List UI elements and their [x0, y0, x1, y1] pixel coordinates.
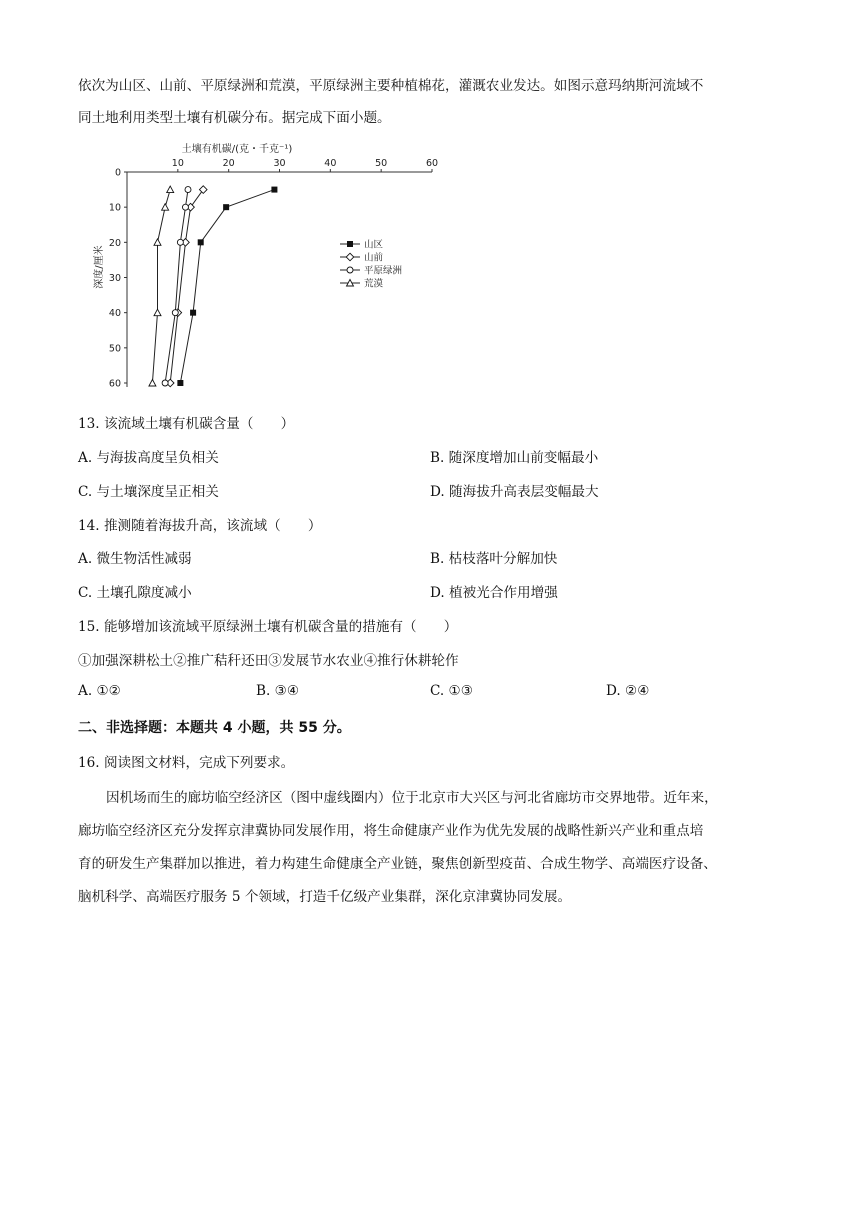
q15-option-a: A. ①② — [78, 683, 121, 699]
q16-paragraph-line-1: 因机场而生的廊坊临空经济区（图中虚线圈内）位于北京市大兴区与河北省廊坊市交界地带。近年来， — [106, 790, 718, 806]
q15-option-b: B. ③④ — [256, 683, 300, 699]
x-tick-label: 30 — [273, 158, 286, 169]
data-point — [198, 239, 204, 245]
q15-option-d: D. ②④ — [606, 683, 650, 699]
data-point — [185, 187, 191, 193]
q13-stem: 13. 该流域土壤有机碳含量（ ） — [78, 416, 295, 432]
x-tick-label: 40 — [324, 158, 337, 169]
x-tick-label: 20 — [222, 158, 235, 169]
q14-option-c: C. 土壤孔隙度减小 — [78, 585, 192, 601]
y-tick-label: 10 — [108, 202, 121, 214]
data-point — [271, 187, 277, 193]
q13-option-b: B. 随深度增加山前变幅最小 — [430, 450, 599, 466]
series-0 — [177, 187, 277, 386]
data-point — [162, 204, 169, 210]
series-1 — [166, 186, 207, 387]
q13-option-c: C. 与土壤深度呈正相关 — [78, 484, 219, 500]
legend-label: 山区 — [364, 239, 384, 251]
data-point — [177, 380, 183, 386]
series-line — [165, 190, 188, 383]
series-3 — [149, 186, 174, 386]
data-point — [199, 186, 207, 194]
y-tick-label: 30 — [108, 273, 121, 284]
q14-stem: 14. 推测随着海拔升高，该流域（ ） — [78, 518, 322, 534]
intro-line-2: 同土地利用类型土壤有机碳分布。据完成下面小题。 — [78, 110, 391, 126]
data-point — [162, 380, 168, 386]
data-point — [182, 204, 188, 210]
q16-paragraph-line-3: 育的研发生产集群加以推进，着力构建生命健康全产业链，聚焦创新型疫苗、合成生物学、高端医疗设备、 — [78, 856, 717, 872]
q15-measures: ①加强深耕松土②推广秸秆还田③发展节水农业④推行休耕轮作 — [78, 653, 459, 669]
q14-option-a: A. 微生物活性减弱 — [78, 551, 192, 567]
x-axis-label: 土壤有机碳/(克・千克⁻¹) — [181, 144, 293, 155]
y-tick-label: 0 — [114, 167, 121, 179]
data-point — [190, 310, 196, 316]
q13-option-d: D. 随海拔升高表层变幅最大 — [430, 484, 599, 500]
y-tick-label: 20 — [108, 237, 121, 249]
series-line — [152, 190, 170, 383]
data-point — [154, 309, 161, 316]
data-point — [154, 239, 161, 246]
y-tick-label: 60 — [108, 378, 121, 390]
y-tick-label: 50 — [108, 343, 121, 355]
q14-option-b: B. 枯枝落叶分解加快 — [430, 551, 558, 567]
series-2 — [162, 187, 191, 386]
intro-line-1: 依次为山区、山前、平原绿洲和荒漠，平原绿洲主要种植棉花，灌溉农业发达。如图示意玛纳斯河流域不 — [78, 78, 704, 94]
legend-marker — [347, 241, 353, 247]
x-tick-label: 10 — [171, 158, 184, 169]
chart-axes — [127, 172, 432, 387]
legend-marker — [347, 267, 353, 273]
legend-marker — [346, 253, 354, 261]
data-point — [172, 310, 178, 316]
soil-carbon-chart — [82, 140, 452, 395]
y-axis-label: 深度/厘米 — [94, 245, 105, 289]
data-point — [167, 186, 174, 193]
q13-option-a: A. 与海拔高度呈负相关 — [78, 450, 219, 466]
data-point — [177, 239, 183, 245]
q15-option-c: C. ①③ — [430, 683, 473, 699]
q16-paragraph-line-4: 脑机科学、高端医疗服务 5 个领域，打造千亿级产业集群，深化京津冀协同发展。 — [78, 889, 572, 905]
q16-stem: 16. 阅读图文材料，完成下列要求。 — [78, 755, 295, 771]
q16-paragraph-line-2: 廊坊临空经济区充分发挥京津冀协同发展作用，将生命健康产业作为优先发展的战略性新兴产业和重点培 — [78, 823, 704, 839]
x-tick-label: 60 — [425, 158, 439, 169]
data-point — [149, 380, 156, 387]
series-line — [170, 190, 203, 383]
section-2-heading: 二、非选择题：本题共 4 小题，共 55 分。 — [78, 720, 351, 736]
legend-label: 荒漠 — [364, 278, 384, 290]
q15-stem: 15. 能够增加该流域平原绿洲土壤有机碳含量的措施有（ ） — [78, 619, 458, 635]
series-line — [180, 190, 274, 383]
legend-label: 平原绿洲 — [364, 265, 403, 277]
q14-option-d: D. 植被光合作用增强 — [430, 585, 558, 601]
chart-legend — [340, 239, 402, 290]
chart-series — [149, 186, 278, 387]
legend-label: 山前 — [364, 252, 384, 264]
data-point — [223, 204, 229, 210]
x-tick-label: 50 — [375, 158, 388, 169]
y-tick-label: 40 — [108, 308, 121, 320]
